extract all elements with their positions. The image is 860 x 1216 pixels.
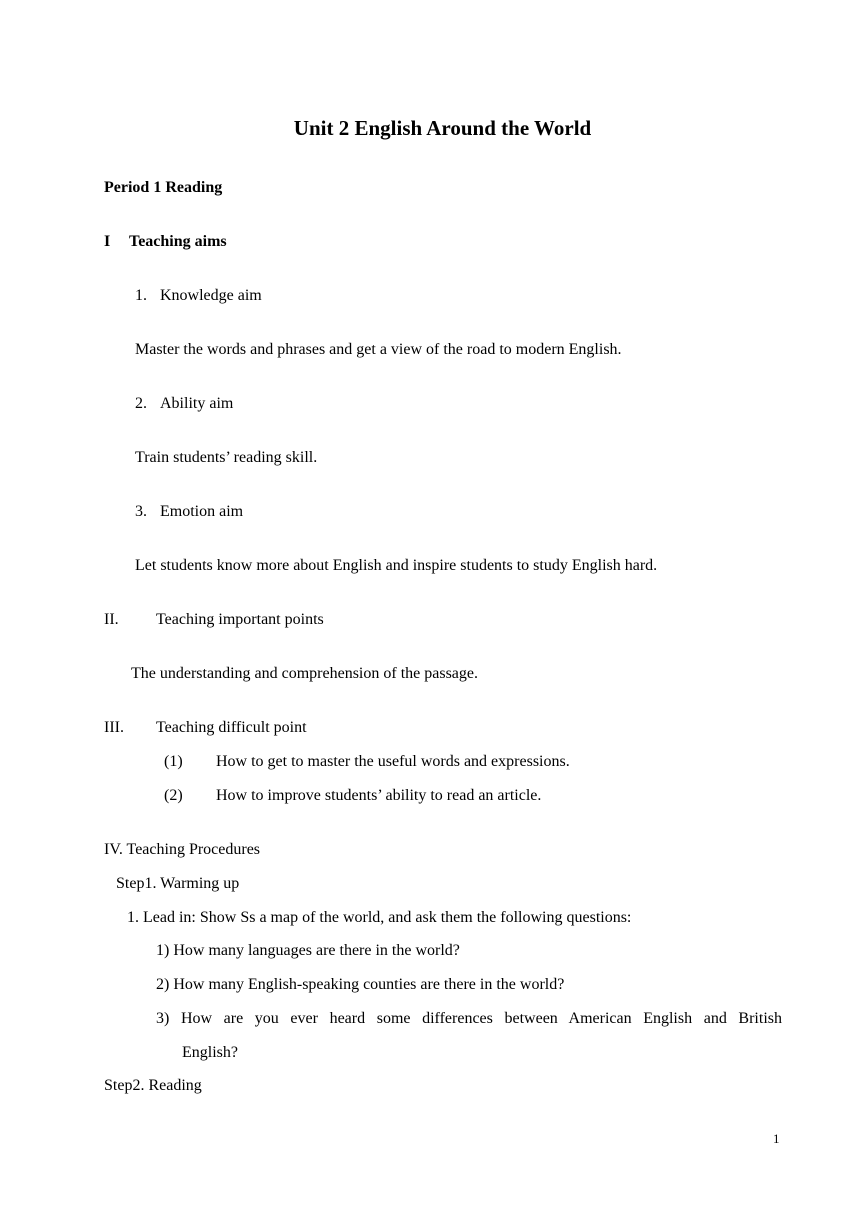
- section-2-heading: Teaching important points: [156, 611, 324, 628]
- document-title: Unit 2 English Around the World: [293, 116, 592, 140]
- section-1-number: I: [104, 233, 111, 250]
- difficult-point-2-text: How to improve students’ ability to read an article.: [216, 787, 542, 804]
- aim-3-text: Let students know more about English and inspire students to study English hard.: [135, 557, 658, 574]
- section-1-heading: Teaching aims: [129, 233, 227, 250]
- section-4-heading: IV. Teaching Procedures: [104, 841, 261, 858]
- section-3-heading: Teaching difficult point: [156, 719, 307, 736]
- aim-3-label: Emotion aim: [160, 503, 244, 520]
- question-2: 2) How many English-speaking counties are there in the world?: [156, 976, 565, 993]
- aim-2-label: Ability aim: [160, 395, 234, 412]
- aim-2-text: Train students’ reading skill.: [135, 449, 318, 466]
- step-1-heading: Step1. Warming up: [116, 875, 240, 892]
- page-number: 1: [773, 1131, 780, 1146]
- aim-1-text: Master the words and phrases and get a view of the road to modern English.: [135, 341, 622, 358]
- question-3: 3) How are you ever heard some differences between American English and British: [156, 1010, 782, 1027]
- section-3-number: III.: [104, 719, 124, 736]
- difficult-point-2-number: (2): [164, 787, 183, 804]
- section-2-number: II.: [104, 611, 119, 628]
- aim-3-number: 3.: [135, 503, 147, 520]
- step-2-heading: Step2. Reading: [104, 1077, 202, 1094]
- section-2-text: The understanding and comprehension of the passage.: [131, 665, 479, 682]
- period-heading: Period 1 Reading: [104, 179, 223, 196]
- aim-1-number: 1.: [135, 287, 147, 304]
- aim-1-label: Knowledge aim: [160, 287, 262, 304]
- question-1: 1) How many languages are there in the world?: [156, 942, 460, 959]
- difficult-point-1-text: How to get to master the useful words and expressions.: [216, 753, 570, 770]
- lead-in-text: 1. Lead in: Show Ss a map of the world, and ask them the following questions:: [127, 909, 632, 926]
- difficult-point-1-number: (1): [164, 753, 183, 770]
- aim-2-number: 2.: [135, 395, 147, 412]
- question-3-continuation: English?: [182, 1044, 238, 1061]
